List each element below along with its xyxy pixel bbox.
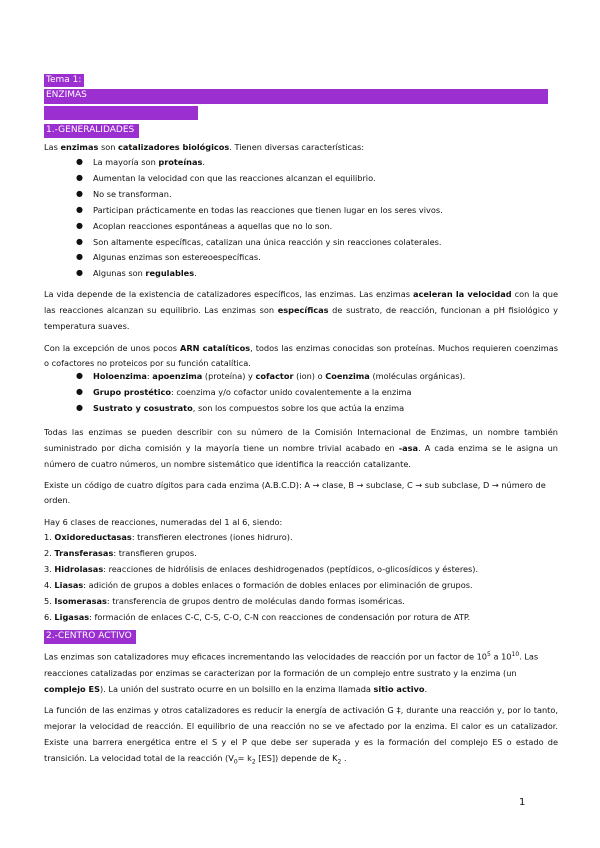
bullet-icon: ● — [76, 173, 83, 182]
bold-text: Coenzima — [325, 371, 370, 381]
text-run: . — [194, 268, 197, 278]
text-run: : coenzima y/o cofactor unido covalentemente a la enzima — [171, 387, 412, 397]
text-run: , todos las enzimas conocidas son proteínas. Muchos requieren coenzimas o cofactores no proteicos por su función catalítica. — [44, 343, 559, 368]
topic-label — [44, 74, 84, 87]
bold-text: Isomerasas — [54, 596, 107, 606]
text-run: La mayoría son — [93, 157, 159, 167]
text-run: [ES]) depende de K — [255, 753, 338, 763]
bullet-icon: ● — [76, 205, 83, 214]
text-run: 2 — [251, 758, 256, 766]
text-run: : — [146, 371, 153, 381]
bullet-icon: ● — [76, 189, 83, 198]
title-underline-bar — [44, 106, 198, 120]
classes-intro: Hay 6 clases de reacciones, numeradas del 1 al 6, siendo: — [44, 517, 283, 527]
text-run: 5 — [487, 651, 491, 658]
bold-text: Liasas — [54, 580, 84, 590]
intro-paragraph — [44, 142, 558, 152]
text-run: . — [424, 683, 428, 694]
bold-text: Grupo prostético — [93, 387, 171, 397]
bold-text: apoenzima — [152, 371, 203, 381]
text-run: (ion) o — [293, 371, 326, 381]
bold-text: Transferasas — [54, 548, 114, 558]
document-title-text: ENZIMAS — [46, 90, 87, 100]
text-run: , son los compuestos sobre los que actúa la enzima — [192, 403, 405, 413]
text-run: 5. — [44, 596, 55, 606]
bullet-icon: ● — [76, 371, 83, 380]
section-heading-text: 1.-GENERALIDADES — [46, 125, 135, 135]
bold-text: específicas — [277, 305, 329, 315]
text-run: Algunas son — [93, 268, 146, 278]
text-run: : formación de enlaces C-C, C-S, C-O, C-N con reacciones de condensación por rotura de ATP. — [89, 612, 471, 622]
bullet-icon: ● — [76, 387, 83, 396]
text-run: Son altamente específicas, catalizan una única reacción y sin reacciones colaterales. — [93, 237, 442, 247]
text-run: Aumentan la velocidad con que las reacciones alcanzan el equilibrio. — [93, 173, 376, 183]
text-run: 2 — [337, 758, 342, 766]
class-item — [44, 580, 558, 590]
text-run: Las — [44, 142, 61, 152]
text-run: Acoplan reacciones espontáneas a aquellas que no lo son. — [93, 221, 333, 231]
paragraph-eficacia — [44, 647, 558, 697]
text-run: son — [98, 142, 119, 152]
bold-text: Oxidoreductasas — [54, 532, 132, 542]
paragraph-funcion — [44, 702, 558, 771]
text-run: . — [202, 157, 205, 167]
text-run: Participan prácticamente en todas las reacciones que tienen lugar en los seres vivos. — [93, 205, 443, 215]
text-run: ). La unión del sustrato ocurre en un bolsillo en la enzima llamada — [100, 683, 374, 694]
section-heading-centro-activo — [44, 630, 136, 644]
bold-text: ARN catalíticos — [179, 343, 251, 353]
bullet-icon: ● — [76, 268, 83, 277]
bold-text: aceleran la velocidad — [412, 289, 512, 299]
paragraph-arn — [44, 341, 558, 371]
bold-text: proteínas — [158, 157, 203, 167]
document-title — [44, 89, 548, 104]
text-run: a 10 — [490, 651, 512, 662]
bold-text: sitio activo — [373, 683, 425, 694]
bold-text: Hidrolasas — [54, 564, 104, 574]
class-item — [44, 612, 558, 622]
text-run — [93, 387, 412, 397]
class-item — [44, 596, 558, 606]
section-heading-text: 2.-CENTRO ACTIVO — [46, 631, 132, 641]
bold-text: -asa — [398, 443, 419, 453]
text-run: La vida depende de la existencia de catalizadores específicos, las enzimas. Las enzimas — [44, 289, 413, 299]
text-run — [93, 403, 404, 413]
paragraph-codigo: Existe un código de cuatro dígitos para cada enzima (A.B.C.D): A → clase, B → subclase, C → sub subclase, D → número de orden. — [44, 480, 546, 505]
text-run: . Tienen diversas características: — [229, 142, 365, 152]
text-run: (moléculas orgánicas). — [369, 371, 466, 381]
text-run: . — [341, 753, 347, 763]
text-run: 6. — [44, 612, 55, 622]
bold-text: Holoenzima — [93, 371, 147, 381]
text-run: : transfieren electrones (iones hidruro). — [131, 532, 293, 542]
text-run: 2. — [44, 548, 55, 558]
text-run: (proteína) y — [202, 371, 256, 381]
bullet-icon: ● — [76, 157, 83, 166]
text-run: : transfieren grupos. — [113, 548, 197, 558]
text-run: Las enzimas son catalizadores muy eficaces incrementando las velocidades de reacción por un factor de 10 — [44, 651, 488, 662]
text-run: : reacciones de hidrólisis de enlaces deshidrogenados (peptídicos, o-glicosídicos y ésteres). — [103, 564, 479, 574]
text-run: 1. — [44, 532, 55, 542]
text-run: con la que las reacciones alcanzan su equilibrio. Las enzimas son — [44, 289, 558, 315]
text-run: Algunas enzimas son estereoespecíficas. — [93, 252, 261, 262]
bold-text: catalizadores biológicos — [118, 142, 230, 152]
text-run: : adición de grupos a dobles enlaces o formación de dobles enlaces por eliminación de grupos. — [83, 580, 473, 590]
text-run: . A cada enzima se le asigna un número de cuatro números, un nombre sistemático que identifica la reacción catalizante. — [44, 443, 558, 469]
bold-text: Ligasas — [54, 612, 90, 622]
text-run — [93, 157, 205, 167]
paragraph-comision — [44, 424, 558, 472]
topic-label-text: Tema 1: — [46, 75, 82, 85]
text-run: 4. — [44, 580, 55, 590]
bold-text: enzimas — [60, 142, 99, 152]
bullet-icon: ● — [76, 221, 83, 230]
class-item — [44, 548, 558, 558]
text-run — [93, 371, 465, 381]
text-run: de sustrato, de reacción, funcionan a pH fisiológico y temperatura suaves. — [44, 305, 558, 331]
section-heading-generalidades — [44, 124, 139, 138]
paragraph-vida — [44, 286, 558, 334]
text-run: 10 — [511, 651, 520, 658]
bullet-icon: ● — [76, 403, 83, 412]
class-item — [44, 564, 558, 574]
bullet-icon: ● — [76, 237, 83, 246]
text-run: . Las reacciones catalizadas por enzimas se caracterizan por la formación de un complejo entre sustrato y la enzima (un — [44, 651, 539, 678]
class-item — [44, 532, 558, 542]
text-run: 0 — [233, 758, 238, 766]
text-run: Todas las enzimas se pueden describir con su número de la Comisión Internacional de Enzimas, un nombre también suministrado por dicha comisión y la mayoría tiene un nombre trivial acabado en — [44, 427, 558, 453]
bold-text: complejo ES — [44, 683, 101, 694]
bold-text: Sustrato y cosustrato — [93, 403, 193, 413]
text-run: Con la excepción de unos pocos — [44, 343, 180, 353]
bold-text: regulables — [145, 268, 195, 278]
text-run: 3. — [44, 564, 55, 574]
bullet-icon: ● — [76, 252, 83, 261]
text-run: : transferencia de grupos dentro de moléculas dando formas isoméricas. — [106, 596, 405, 606]
bold-text: cofactor — [255, 371, 294, 381]
text-run: = k — [237, 753, 252, 763]
text-run: No se transforman. — [93, 189, 172, 199]
page-number: 1 — [519, 797, 526, 808]
text-run — [93, 268, 197, 278]
text-run: La función de las enzimas y otros catalizadores es reducir la energía de activación G ‡, durante una reacción y, por lo tanto, mejorar la velocidad de reacción. El equilibrio de una reacción no se ve afectado por la enzima. El calor es un catalizador. Existe una barrera energética entre el S y el P que debe ser superada y es la formación del complejo ES o estado de transición. La velocidad total de la reacción (V — [44, 705, 558, 763]
